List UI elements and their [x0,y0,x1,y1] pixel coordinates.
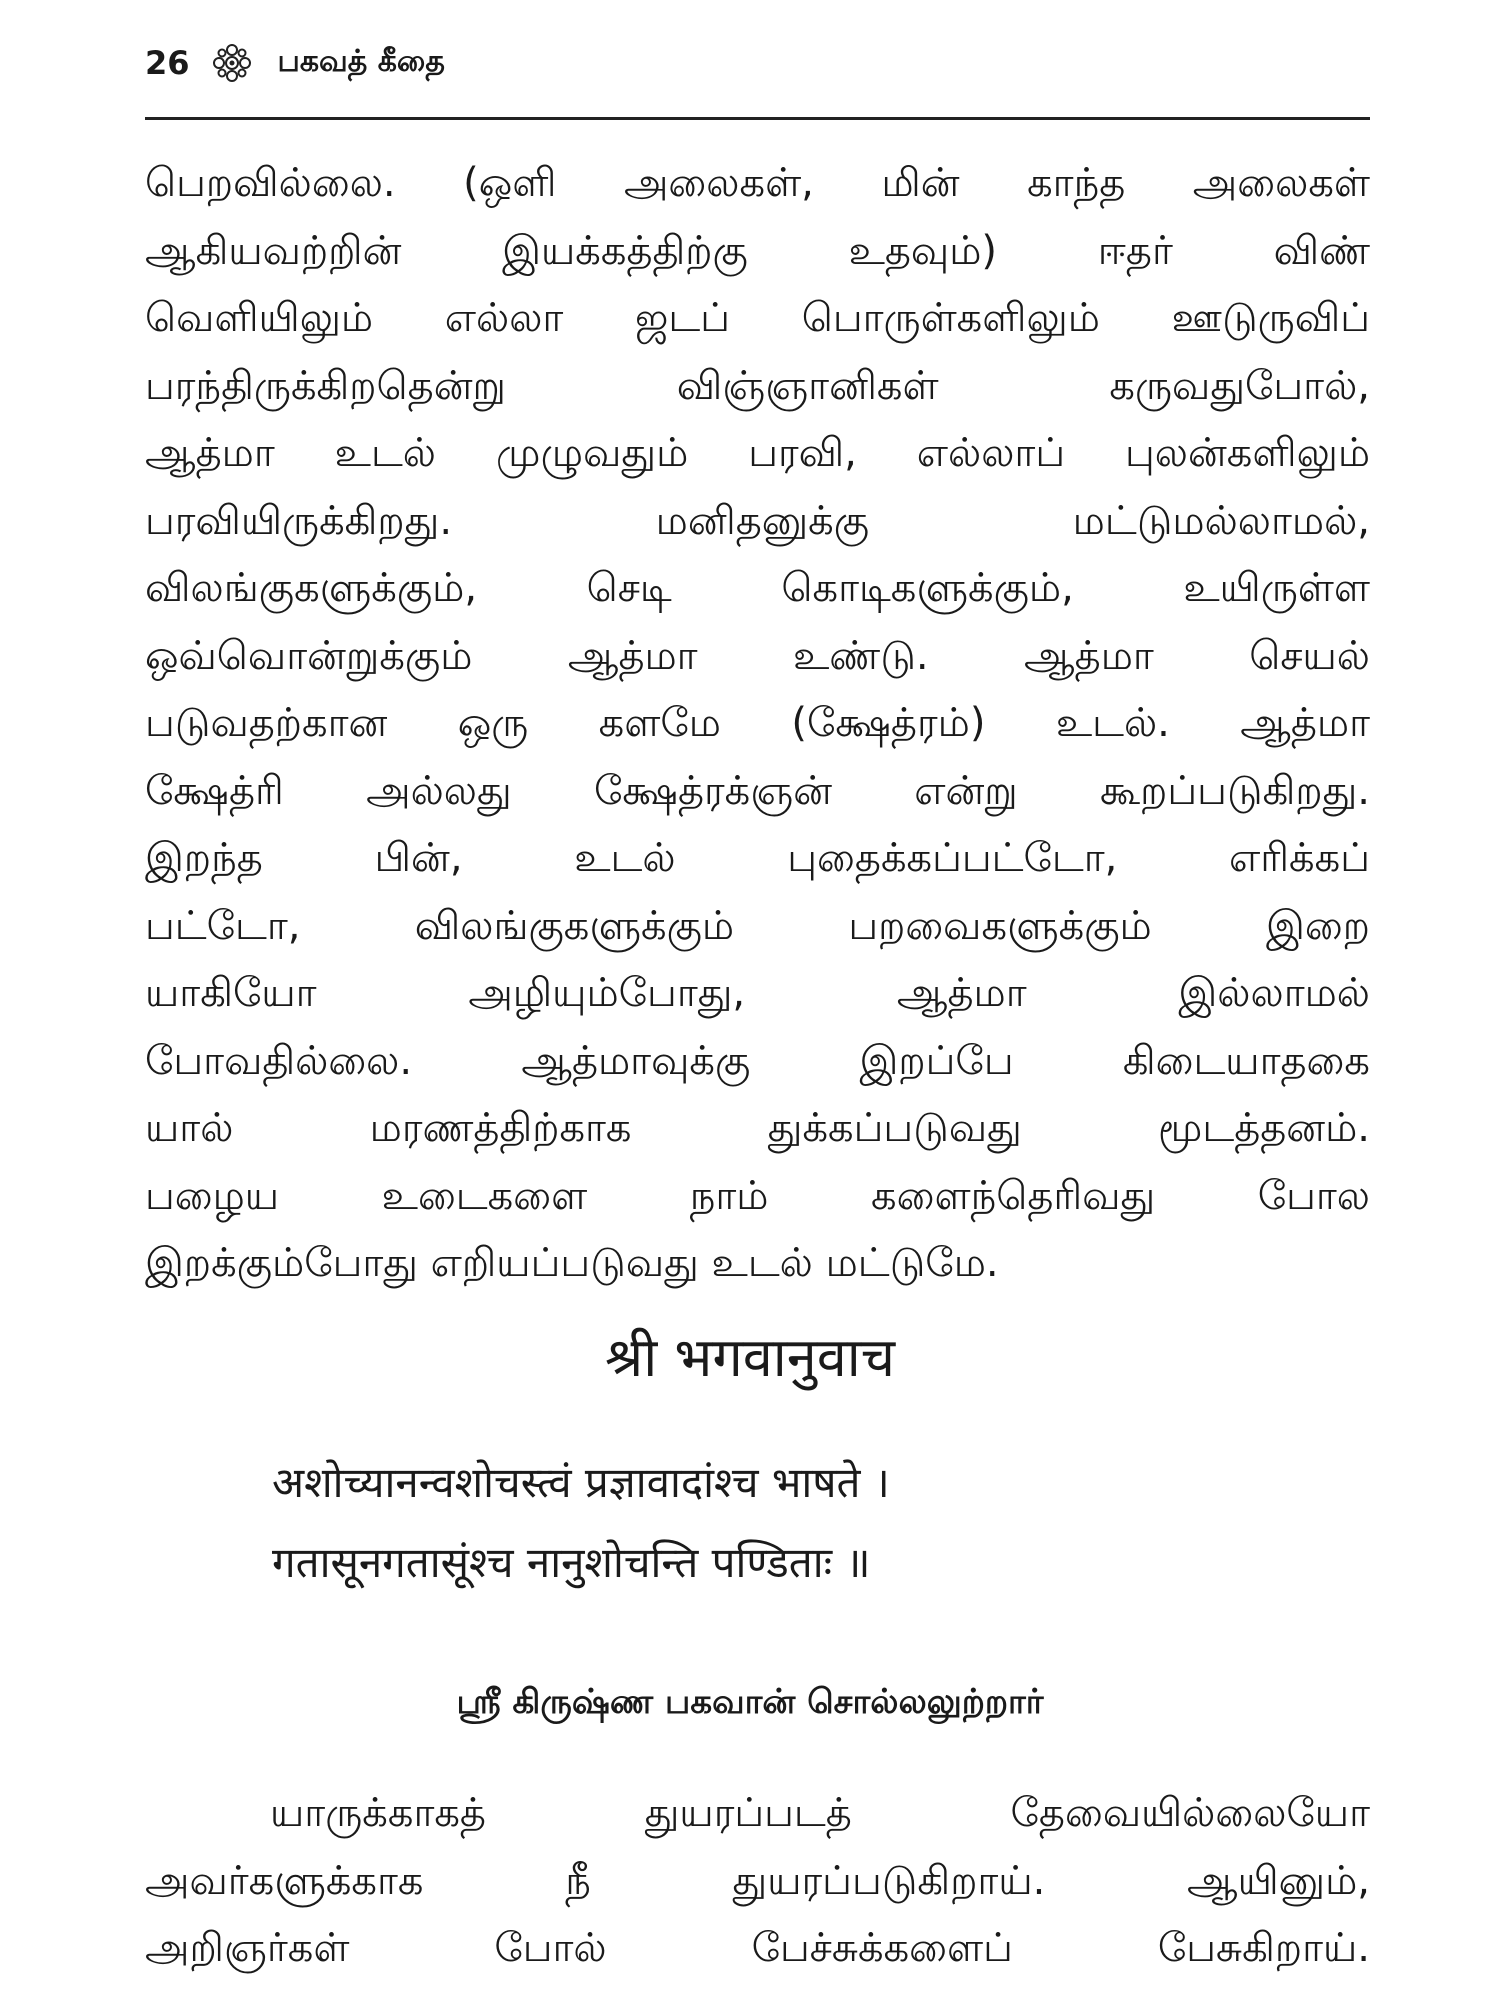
floral-ornament-icon [210,41,254,85]
section-heading: ஸ்ரீ கிருஷ்ண பகவான் சொல்லலுற்றார் [456,1682,1044,1722]
text-line: க்ஷேத்ரி அல்லது க்ஷேத்ரக்ஞன் என்று கூறப்படுகிறது. [145,767,1370,814]
text-line: பரவியிருக்கிறது. மனிதனுக்கு மட்டுமல்லாமல், [145,497,1370,544]
text-line: யாருக்காகத் துயரப்படத் தேவையில்லையோ [270,1790,1370,1836]
text-line: ஒவ்வொன்றுக்கும் ஆத்மா உண்டு. ஆத்மா செயல் [145,632,1370,679]
text-line: போவதில்லை. ஆத்மாவுக்கு இறப்பே கிடையாதகை [145,1037,1370,1084]
text-line: இறந்த பின், உடல் புதைக்கப்பட்டோ, எரிக்கப் [145,835,1370,881]
text-line: ஆத்மா உடல் முழுவதும் பரவி, எல்லாப் புலன்களிலும் [145,430,1370,476]
running-title: பகவத் கீதை [277,43,445,79]
verse-line-1: अशोच्यानन्वशोचस्त्वं प्रज्ञावादांश्च भाषते । [272,1458,890,1507]
text-line: அவர்களுக்காக நீ துயரப்படுகிறாய். ஆயினும், [145,1857,1370,1904]
header-rule [145,117,1370,120]
text-line: இறக்கும்போது எறியப்படுவது உடல் மட்டுமே. [145,1240,999,1286]
commentary-paragraph [145,150,1370,1298]
text-line: பட்டோ, விலங்குகளுக்கும் பறவைகளுக்கும் இறை [145,902,1370,949]
text-line: வெளியிலும் எல்லா ஜடப் பொருள்களிலும் ஊடுருவிப் [145,295,1370,341]
text-line: பெறவில்லை. (ஒளி அலைகள், மின் காந்த அலைகள் [145,160,1370,206]
page-header [145,38,445,88]
text-line: ஆகியவற்றின் இயக்கத்திற்கு உதவும்) ஈதர் விண் [145,227,1370,274]
text-line: படுவதற்கான ஒரு களமே (க்ஷேத்ரம்) உடல். ஆத்மா [145,700,1370,746]
sanskrit-heading: श्री भगवानुवाच [604,1326,896,1389]
text-line: யாகியோ அழியும்போது, ஆத்மா இல்லாமல் [145,970,1370,1016]
text-line: யால் மரணத்திற்காக துக்கப்படுவது மூடத்தனம். [145,1105,1370,1151]
translation-paragraph [145,1780,1370,1983]
page-number: 26 [145,44,190,82]
text-line: விலங்குகளுக்கும், செடி கொடிகளுக்கும், உயிருள்ள [145,565,1370,611]
text-line: பழைய உடைகளை நாம் களைந்தெரிவது போல [145,1172,1370,1219]
verse-line-2: गतासूनगतासूंश्च नानुशोचन्ति पण्डिताः ॥ [272,1538,871,1587]
text-line: அறிஞர்கள் போல் பேச்சுக்களைப் பேசுகிறாய். [145,1925,1370,1971]
text-line: பரந்திருக்கிறதென்று விஞ்ஞானிகள் கருவதுபோல், [145,362,1370,409]
